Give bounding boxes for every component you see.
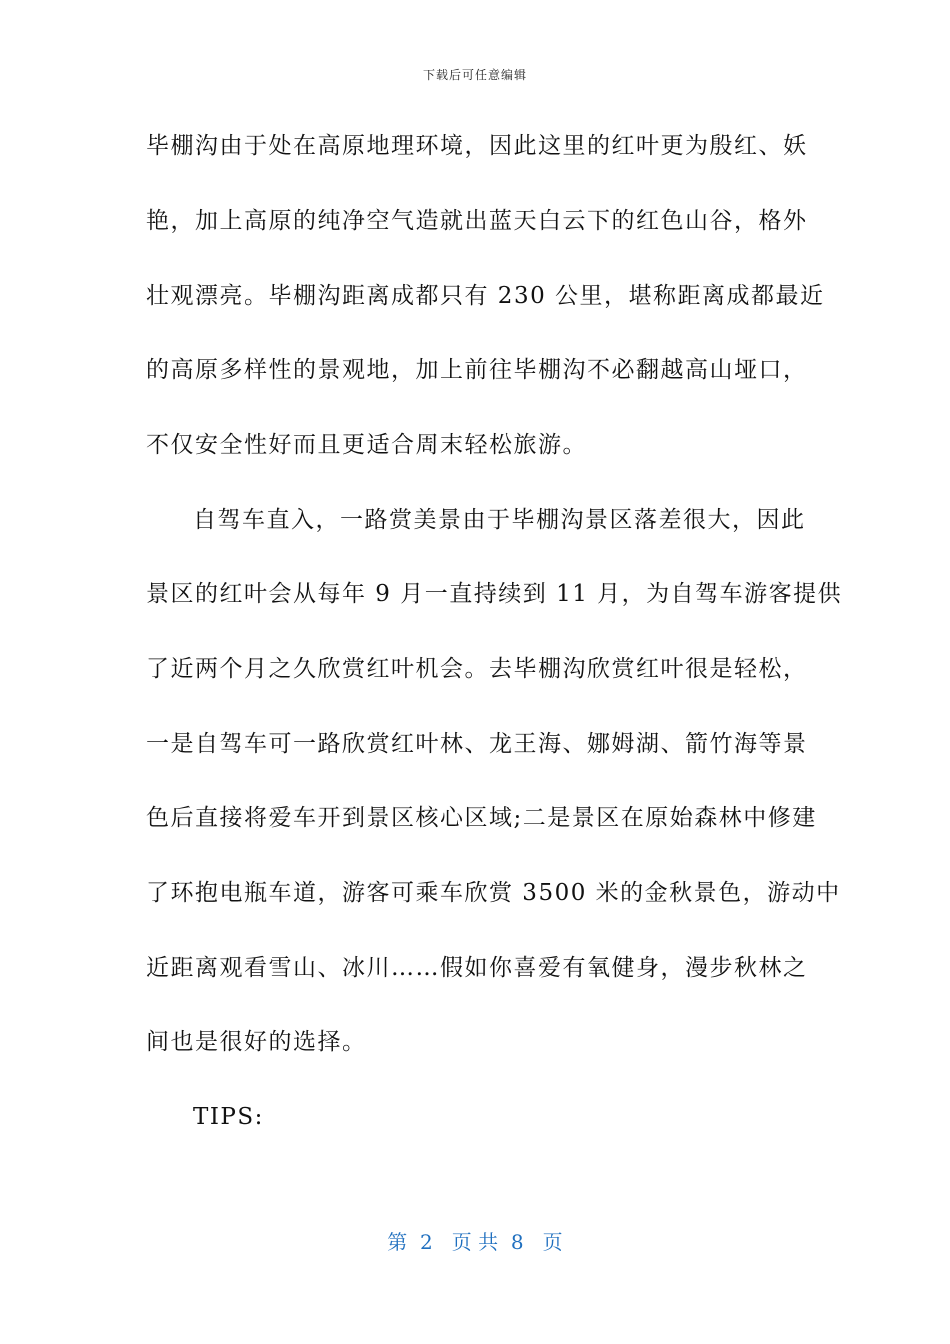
body-line: 的高原多样性的景观地，加上前往毕棚沟不必翻越高山垭口，: [146, 357, 808, 383]
body-line: 间也是很好的选择。: [146, 1029, 367, 1055]
body-line: 壮观漂亮。毕棚沟距离成都只有 230 公里，堪称距离成都最近: [146, 283, 825, 309]
body-line: 近距离观看雪山、冰川……假如你喜爱有氧健身，漫步秋林之: [146, 955, 808, 981]
header-note: 下载后可任意编辑: [422, 68, 527, 82]
tips-heading: TIPS:: [193, 1104, 264, 1130]
body-line: 毕棚沟由于处在高原地理环境，因此这里的红叶更为殷红、妖: [146, 133, 808, 159]
page-number: 第 2 页 共 8 页: [387, 1230, 563, 1254]
paragraph-first-line: 自驾车直入，一路赏美景由于毕棚沟景区落差很大，因此: [193, 507, 806, 533]
body-line: 不仅安全性好而且更适合周末轻松旅游。: [146, 432, 587, 458]
body-line: 了环抱电瓶车道，游客可乘车欣赏 3500 米的金秋景色，游动中: [146, 880, 841, 906]
body-line: 了近两个月之久欣赏红叶机会。去毕棚沟欣赏红叶很是轻松，: [146, 656, 808, 682]
body-line: 一是自驾车可一路欣赏红叶林、龙王海、娜姆湖、箭竹海等景: [146, 731, 808, 757]
body-line: 色后直接将爱车开到景区核心区域;二是景区在原始森林中修建: [146, 805, 817, 831]
body-line: 艳，加上高原的纯净空气造就出蓝天白云下的红色山谷，格外: [146, 208, 808, 234]
body-line: 景区的红叶会从每年 9 月一直持续到 11 月，为自驾车游客提供: [146, 581, 843, 607]
